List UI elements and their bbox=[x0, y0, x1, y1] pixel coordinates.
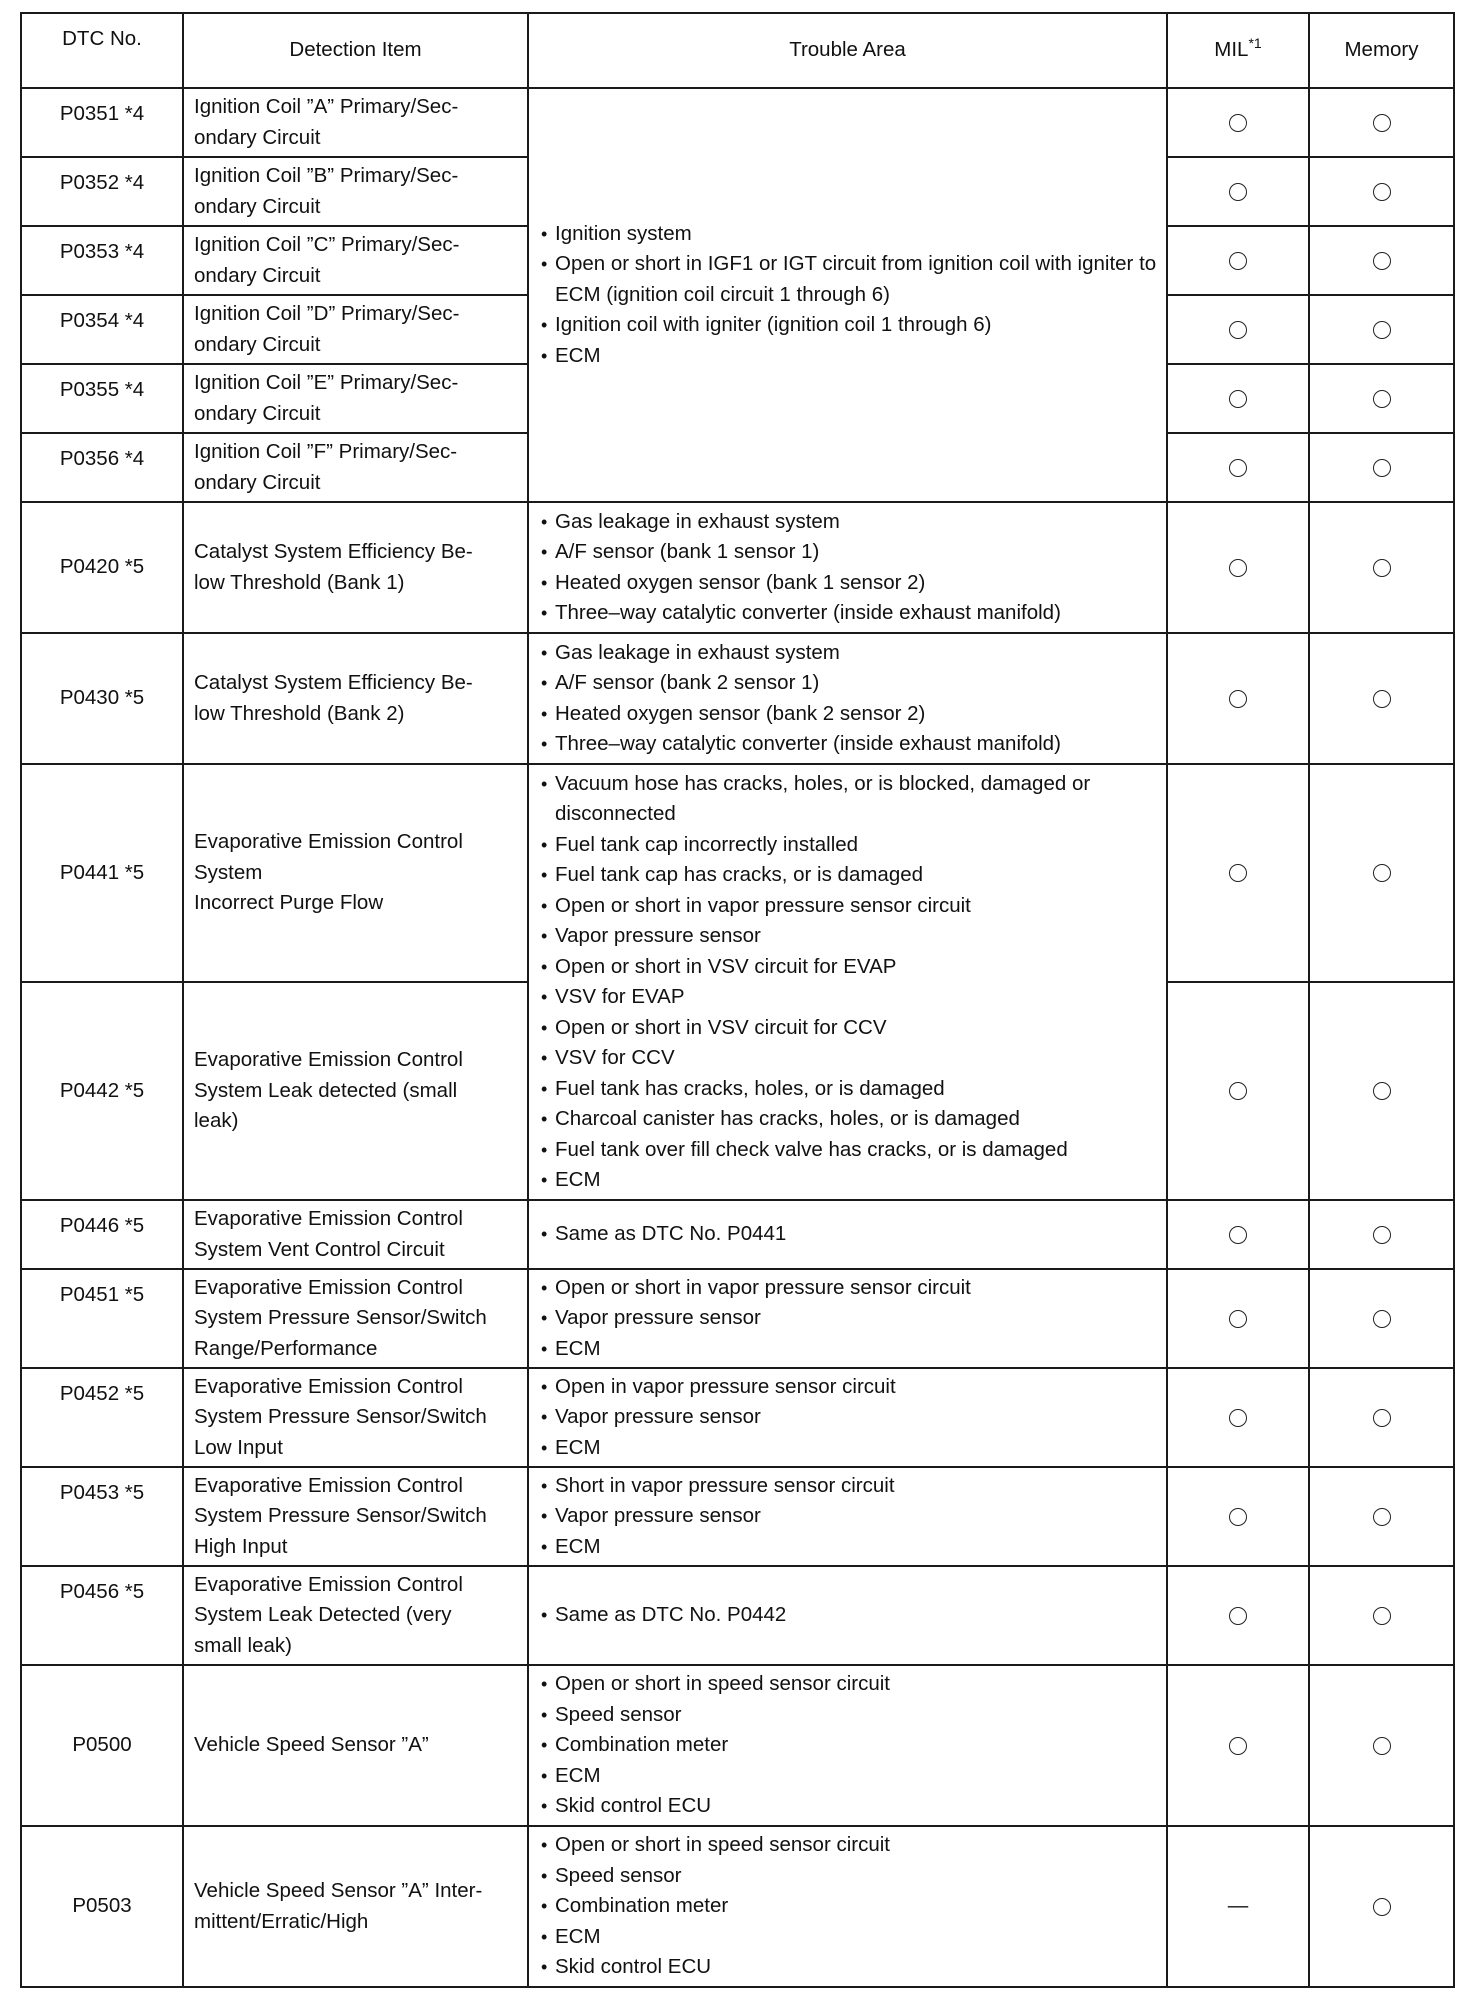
trouble-area-item: • Gas leakage in exhaust system bbox=[541, 638, 1158, 669]
detection-item-line: low Threshold (Bank 1) bbox=[194, 570, 405, 594]
circle-mark-icon bbox=[1229, 1082, 1247, 1100]
circle-mark-icon bbox=[1229, 321, 1247, 339]
memory-cell bbox=[1309, 88, 1454, 157]
mil-cell bbox=[1167, 88, 1309, 157]
detection-item-line: ondary Circuit bbox=[194, 470, 321, 494]
memory-cell bbox=[1309, 1269, 1454, 1368]
trouble-area-list bbox=[541, 1600, 1158, 1631]
detection-item-cell bbox=[183, 1269, 528, 1368]
table-row bbox=[21, 1566, 1454, 1665]
detection-item-line: Vehicle Speed Sensor ”A” Inter- bbox=[194, 1879, 483, 1902]
trouble-area-cell bbox=[528, 1467, 1167, 1566]
header-mil bbox=[1167, 13, 1309, 88]
detection-item-line: System Pressure Sensor/Switch bbox=[194, 1306, 487, 1330]
detection-item-cell bbox=[183, 88, 528, 157]
detection-item-line: System Pressure Sensor/Switch bbox=[194, 1504, 487, 1528]
detection-item-line: Evaporative Emission Control bbox=[194, 1374, 463, 1398]
circle-mark-icon bbox=[1229, 183, 1247, 201]
memory-cell bbox=[1309, 982, 1454, 1200]
memory-cell bbox=[1309, 1368, 1454, 1467]
trouble-area-item: • Vapor pressure sensor bbox=[541, 1501, 1158, 1532]
detection-item-cell bbox=[183, 364, 528, 433]
mil-cell bbox=[1167, 1368, 1309, 1467]
detection-item-cell bbox=[183, 633, 528, 764]
trouble-area-item: • Open or short in IGF1 or IGT circuit from ignition coil with igniter to ECM (ignition coil circuit 1 through 6) bbox=[541, 249, 1158, 310]
detection-item-line: Catalyst System Efficiency Be- bbox=[194, 540, 473, 563]
detection-item-line: System bbox=[194, 860, 263, 884]
detection-item-line: ondary Circuit bbox=[194, 194, 321, 218]
detection-item-cell bbox=[183, 226, 528, 295]
table-row bbox=[21, 1665, 1454, 1826]
trouble-area-item: • VSV for EVAP bbox=[541, 982, 1158, 1013]
circle-mark-icon bbox=[1229, 252, 1247, 270]
memory-cell bbox=[1309, 157, 1454, 226]
table-row bbox=[21, 1467, 1454, 1566]
trouble-area-item: • Same as DTC No. P0441 bbox=[541, 1219, 1158, 1250]
detection-item-line: ondary Circuit bbox=[194, 263, 321, 287]
memory-cell bbox=[1309, 433, 1454, 502]
dtc-cell: P0354 *4 bbox=[21, 295, 183, 364]
circle-mark-icon bbox=[1373, 559, 1391, 577]
circle-mark-icon bbox=[1229, 390, 1247, 408]
trouble-area-cell bbox=[528, 502, 1167, 633]
circle-mark-icon bbox=[1373, 864, 1391, 882]
trouble-area-item: • Open or short in vapor pressure sensor circuit bbox=[541, 891, 1158, 922]
circle-mark-icon bbox=[1373, 1226, 1391, 1244]
dtc-cell: P0353 *4 bbox=[21, 226, 183, 295]
circle-mark-icon bbox=[1373, 1607, 1391, 1625]
trouble-area-list bbox=[541, 1830, 1158, 1983]
memory-cell bbox=[1309, 1467, 1454, 1566]
dtc-cell: P0446 *5 bbox=[21, 1200, 183, 1269]
circle-mark-icon bbox=[1373, 690, 1391, 708]
trouble-area-cell bbox=[528, 1566, 1167, 1665]
trouble-area-list bbox=[541, 219, 1158, 372]
detection-item-line: Ignition Coil ”D” Primary/Sec- bbox=[194, 302, 460, 325]
mil-cell bbox=[1167, 295, 1309, 364]
detection-item-line: Ignition Coil ”F” Primary/Sec- bbox=[194, 440, 458, 463]
mil-cell bbox=[1167, 1665, 1309, 1826]
trouble-area-list bbox=[541, 1219, 1158, 1250]
trouble-area-cell bbox=[528, 1368, 1167, 1467]
detection-item-cell bbox=[183, 433, 528, 502]
trouble-area-item: • Open or short in speed sensor circuit bbox=[541, 1669, 1158, 1700]
trouble-area-item: • Skid control ECU bbox=[541, 1791, 1158, 1822]
trouble-area-cell bbox=[528, 633, 1167, 764]
trouble-area-item: • Open or short in speed sensor circuit bbox=[541, 1830, 1158, 1861]
trouble-area-item: • Skid control ECU bbox=[541, 1952, 1158, 1983]
circle-mark-icon bbox=[1373, 183, 1391, 201]
detection-item-line: Evaporative Emission Control bbox=[194, 1207, 463, 1230]
circle-mark-icon bbox=[1373, 321, 1391, 339]
memory-cell bbox=[1309, 1200, 1454, 1269]
trouble-area-item: • Gas leakage in exhaust system bbox=[541, 507, 1158, 538]
header-dtc: DTC No. bbox=[21, 13, 183, 88]
circle-mark-icon bbox=[1373, 1082, 1391, 1100]
trouble-area-list bbox=[541, 769, 1158, 1196]
trouble-area-item: • Fuel tank over fill check valve has cracks, or is damaged bbox=[541, 1135, 1158, 1166]
trouble-area-item: • ECM bbox=[541, 1922, 1158, 1953]
circle-mark-icon bbox=[1373, 1409, 1391, 1427]
mil-cell bbox=[1167, 157, 1309, 226]
detection-item-line: Ignition Coil ”B” Primary/Sec- bbox=[194, 164, 459, 187]
trouble-area-item: • Open or short in VSV circuit for CCV bbox=[541, 1013, 1158, 1044]
circle-mark-icon bbox=[1229, 1226, 1247, 1244]
trouble-area-list bbox=[541, 1669, 1158, 1822]
trouble-area-item: • Fuel tank has cracks, holes, or is damaged bbox=[541, 1074, 1158, 1105]
trouble-area-item: • Speed sensor bbox=[541, 1700, 1158, 1731]
detection-item-cell bbox=[183, 1368, 528, 1467]
memory-cell bbox=[1309, 633, 1454, 764]
circle-mark-icon bbox=[1373, 1737, 1391, 1755]
memory-cell bbox=[1309, 502, 1454, 633]
trouble-area-item: • Fuel tank cap has cracks, or is damaged bbox=[541, 860, 1158, 891]
header-detection-item: Detection Item bbox=[183, 13, 528, 88]
detection-item-cell bbox=[183, 982, 528, 1200]
circle-mark-icon bbox=[1229, 864, 1247, 882]
detection-item-cell bbox=[183, 157, 528, 226]
detection-item-line: Evaporative Emission Control bbox=[194, 1572, 463, 1596]
circle-mark-icon bbox=[1373, 1310, 1391, 1328]
detection-item-line: Evaporative Emission Control bbox=[194, 1473, 463, 1497]
detection-item-line: System Leak Detected (very bbox=[194, 1603, 452, 1627]
detection-item-line: ondary Circuit bbox=[194, 401, 321, 425]
trouble-area-item: • Open or short in VSV circuit for EVAP bbox=[541, 952, 1158, 983]
memory-cell bbox=[1309, 1826, 1454, 1987]
detection-item-line: Range/Performance bbox=[194, 1336, 378, 1360]
trouble-area-item: • Open or short in vapor pressure sensor circuit bbox=[541, 1273, 1158, 1304]
trouble-area-item: • Three–way catalytic converter (inside exhaust manifold) bbox=[541, 729, 1158, 760]
trouble-area-item: • Fuel tank cap incorrectly installed bbox=[541, 830, 1158, 861]
trouble-area-list bbox=[541, 1372, 1158, 1464]
circle-mark-icon bbox=[1373, 1508, 1391, 1526]
trouble-area-item: • ECM bbox=[541, 1532, 1158, 1563]
dtc-cell: P0441 *5 bbox=[21, 764, 183, 982]
trouble-area-item: • Vacuum hose has cracks, holes, or is blocked, damaged or disconnected bbox=[541, 769, 1158, 830]
mil-cell bbox=[1167, 226, 1309, 295]
dtc-cell: P0451 *5 bbox=[21, 1269, 183, 1368]
mil-cell bbox=[1167, 1467, 1309, 1566]
mil-cell bbox=[1167, 633, 1309, 764]
dtc-table bbox=[20, 12, 1455, 1988]
circle-mark-icon bbox=[1229, 114, 1247, 132]
dtc-cell: P0356 *4 bbox=[21, 433, 183, 502]
trouble-area-item: • ECM bbox=[541, 1433, 1158, 1464]
trouble-area-list bbox=[541, 1273, 1158, 1365]
memory-cell bbox=[1309, 295, 1454, 364]
table-row bbox=[21, 1826, 1454, 1987]
trouble-area-item: • ECM bbox=[541, 341, 1158, 372]
dtc-cell: P0453 *5 bbox=[21, 1467, 183, 1566]
trouble-area-list bbox=[541, 507, 1158, 629]
detection-item-cell bbox=[183, 1826, 528, 1987]
mil-cell bbox=[1167, 1200, 1309, 1269]
trouble-area-item: • Open in vapor pressure sensor circuit bbox=[541, 1372, 1158, 1403]
circle-mark-icon bbox=[1229, 1737, 1247, 1755]
memory-cell bbox=[1309, 364, 1454, 433]
dtc-cell: P0500 bbox=[21, 1665, 183, 1826]
circle-mark-icon bbox=[1229, 690, 1247, 708]
circle-mark-icon bbox=[1373, 459, 1391, 477]
mil-cell bbox=[1167, 982, 1309, 1200]
trouble-area-item: • Speed sensor bbox=[541, 1861, 1158, 1892]
trouble-area-item: • Heated oxygen sensor (bank 1 sensor 2) bbox=[541, 568, 1158, 599]
table-row bbox=[21, 1269, 1454, 1368]
dash-mark: — bbox=[1227, 1894, 1249, 1918]
trouble-area-item: • Charcoal canister has cracks, holes, or is damaged bbox=[541, 1104, 1158, 1135]
detection-item-line: Low Input bbox=[194, 1435, 283, 1459]
detection-item-line: low Threshold (Bank 2) bbox=[194, 701, 405, 725]
trouble-area-item: • Combination meter bbox=[541, 1891, 1158, 1922]
circle-mark-icon bbox=[1229, 1508, 1247, 1526]
mil-cell bbox=[1167, 364, 1309, 433]
mil-cell bbox=[1167, 1826, 1309, 1987]
header-mil-note: *1 bbox=[1248, 35, 1262, 52]
detection-item-line: Evaporative Emission Control bbox=[194, 1275, 463, 1299]
detection-item-line: ondary Circuit bbox=[194, 332, 321, 356]
trouble-area-item: • Vapor pressure sensor bbox=[541, 1303, 1158, 1334]
mil-cell bbox=[1167, 433, 1309, 502]
circle-mark-icon bbox=[1373, 252, 1391, 270]
dtc-cell: P0351 *4 bbox=[21, 88, 183, 157]
detection-item-line: Ignition Coil ”C” Primary/Sec- bbox=[194, 233, 460, 256]
circle-mark-icon bbox=[1373, 1898, 1391, 1916]
trouble-area-item: • Heated oxygen sensor (bank 2 sensor 2) bbox=[541, 699, 1158, 730]
detection-item-line: System Leak detected (small bbox=[194, 1078, 458, 1102]
detection-item-cell bbox=[183, 295, 528, 364]
detection-item-line: leak) bbox=[194, 1109, 239, 1133]
trouble-area-item: • Ignition system bbox=[541, 219, 1158, 250]
mil-cell bbox=[1167, 502, 1309, 633]
detection-item-line: System Pressure Sensor/Switch bbox=[194, 1405, 487, 1429]
detection-item-line: Catalyst System Efficiency Be- bbox=[194, 671, 473, 694]
detection-item-cell bbox=[183, 1665, 528, 1826]
dtc-cell: P0442 *5 bbox=[21, 982, 183, 1200]
header-trouble-area: Trouble Area bbox=[528, 13, 1167, 88]
circle-mark-icon bbox=[1229, 1409, 1247, 1427]
trouble-area-item: • Combination meter bbox=[541, 1730, 1158, 1761]
detection-item-line: Ignition Coil ”A” Primary/Sec- bbox=[194, 95, 459, 118]
detection-item-line: ondary Circuit bbox=[194, 125, 321, 149]
dtc-cell: P0452 *5 bbox=[21, 1368, 183, 1467]
detection-item-line: Ignition Coil ”E” Primary/Sec- bbox=[194, 371, 459, 394]
header-row bbox=[21, 13, 1454, 88]
detection-item-cell bbox=[183, 1200, 528, 1269]
table-row bbox=[21, 1368, 1454, 1467]
trouble-area-cell bbox=[528, 1826, 1167, 1987]
dtc-cell: P0430 *5 bbox=[21, 633, 183, 764]
mil-cell bbox=[1167, 1269, 1309, 1368]
trouble-area-cell bbox=[528, 1269, 1167, 1368]
trouble-area-item: • Short in vapor pressure sensor circuit bbox=[541, 1471, 1158, 1502]
detection-item-line: small leak) bbox=[194, 1633, 292, 1657]
mil-cell bbox=[1167, 1566, 1309, 1665]
detection-item-line: High Input bbox=[194, 1534, 288, 1558]
detection-item-cell bbox=[183, 1566, 528, 1665]
trouble-area-list bbox=[541, 638, 1158, 760]
header-mil-label: MIL bbox=[1214, 38, 1249, 62]
memory-cell bbox=[1309, 226, 1454, 295]
trouble-area-item: • ECM bbox=[541, 1334, 1158, 1365]
dtc-cell: P0352 *4 bbox=[21, 157, 183, 226]
table-row bbox=[21, 764, 1454, 982]
detection-item-cell bbox=[183, 502, 528, 633]
trouble-area-item: • A/F sensor (bank 1 sensor 1) bbox=[541, 537, 1158, 568]
table-row bbox=[21, 502, 1454, 633]
circle-mark-icon bbox=[1373, 390, 1391, 408]
trouble-area-item: • Vapor pressure sensor bbox=[541, 921, 1158, 952]
header-memory: Memory bbox=[1309, 13, 1454, 88]
trouble-area-item: • Vapor pressure sensor bbox=[541, 1402, 1158, 1433]
trouble-area-item: • VSV for CCV bbox=[541, 1043, 1158, 1074]
trouble-area-cell bbox=[528, 1200, 1167, 1269]
detection-item-cell bbox=[183, 1467, 528, 1566]
trouble-area-item: • A/F sensor (bank 2 sensor 1) bbox=[541, 668, 1158, 699]
detection-item-line: Vehicle Speed Sensor ”A” bbox=[194, 1733, 429, 1757]
memory-cell bbox=[1309, 1566, 1454, 1665]
dtc-cell: P0503 bbox=[21, 1826, 183, 1987]
table-row bbox=[21, 1200, 1454, 1269]
circle-mark-icon bbox=[1229, 1310, 1247, 1328]
memory-cell bbox=[1309, 764, 1454, 982]
trouble-area-cell bbox=[528, 1665, 1167, 1826]
trouble-area-item: • Same as DTC No. P0442 bbox=[541, 1600, 1158, 1631]
detection-item-line: Incorrect Purge Flow bbox=[194, 891, 384, 915]
trouble-area-cell bbox=[528, 88, 1167, 502]
trouble-area-item: • ECM bbox=[541, 1761, 1158, 1792]
detection-item-line: Evaporative Emission Control bbox=[194, 830, 463, 854]
trouble-area-list bbox=[541, 1471, 1158, 1563]
trouble-area-item: • Ignition coil with igniter (ignition coil 1 through 6) bbox=[541, 310, 1158, 341]
dtc-cell: P0420 *5 bbox=[21, 502, 183, 633]
trouble-area-item: • ECM bbox=[541, 1165, 1158, 1196]
detection-item-line: System Vent Control Circuit bbox=[194, 1237, 445, 1261]
detection-item-line: mittent/Erratic/High bbox=[194, 1909, 369, 1933]
circle-mark-icon bbox=[1229, 1607, 1247, 1625]
detection-item-cell bbox=[183, 764, 528, 982]
mil-cell bbox=[1167, 764, 1309, 982]
circle-mark-icon bbox=[1373, 114, 1391, 132]
dtc-cell: P0355 *4 bbox=[21, 364, 183, 433]
trouble-area-cell bbox=[528, 764, 1167, 1200]
circle-mark-icon bbox=[1229, 559, 1247, 577]
table-row bbox=[21, 88, 1454, 157]
circle-mark-icon bbox=[1229, 459, 1247, 477]
table-row bbox=[21, 633, 1454, 764]
trouble-area-item: • Three–way catalytic converter (inside exhaust manifold) bbox=[541, 598, 1158, 629]
detection-item-line: Evaporative Emission Control bbox=[194, 1048, 463, 1072]
memory-cell bbox=[1309, 1665, 1454, 1826]
dtc-cell: P0456 *5 bbox=[21, 1566, 183, 1665]
